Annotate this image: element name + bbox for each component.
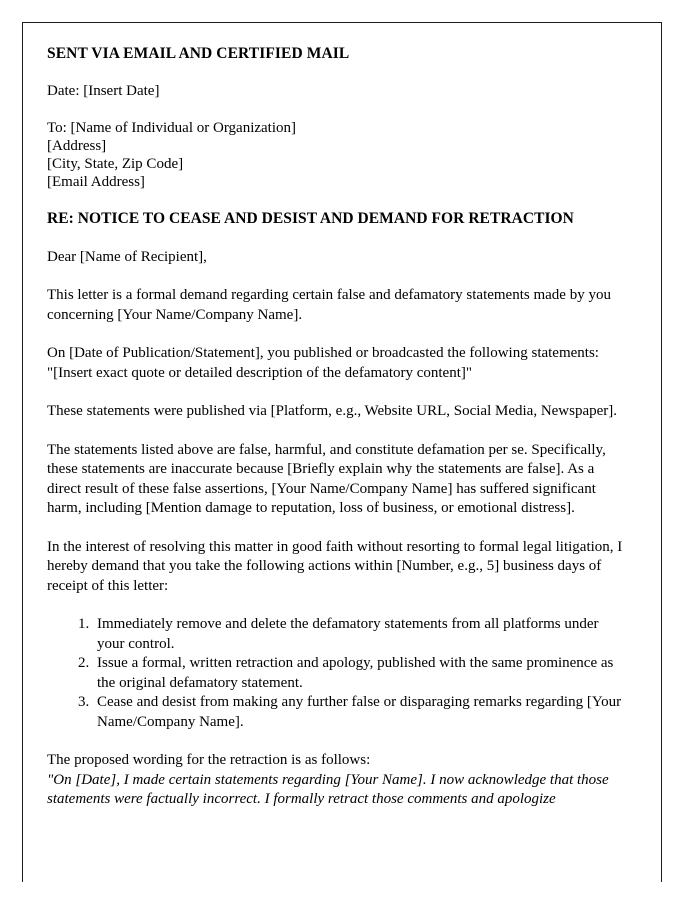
retraction-intro-paragraph: The proposed wording for the retraction is as follows: xyxy=(47,752,371,769)
recipient-email-line: [Email Address] xyxy=(47,174,145,191)
retraction-quote-paragraph: "On [Date], I made certain statements regarding [Your Name]. I now acknowledge that those statements were factually incorrect. I formally retract those comments and apologize xyxy=(47,771,609,808)
recipient-city-state-zip-line: [City, State, Zip Code] xyxy=(47,156,184,173)
recipient-name-line: To: [Name of Individual or Organization] xyxy=(47,120,297,137)
recipient-address-block xyxy=(47,119,625,191)
recipient-address-line: [Address] xyxy=(47,138,107,155)
demand-intro-paragraph: In the interest of resolving this matter in good faith without resorting to formal legal litigation, I hereby demand that you take the following actions within [Number, e.g., 5] business days of receipt of this letter: xyxy=(47,538,623,594)
publication-quote-line: "[Insert exact quote or detailed description of the defamatory content]" xyxy=(47,364,472,381)
salutation: Dear [Name of Recipient], xyxy=(47,248,207,265)
list-item: 2. Issue a formal, written retraction and apology, published with the same prominence as the original defamatory statement. xyxy=(93,654,625,693)
subject-heading: RE: NOTICE TO CEASE AND DESIST AND DEMAND FOR RETRACTION xyxy=(47,210,574,228)
intro-paragraph: This letter is a formal demand regarding certain false and defamatory statements made by you concerning [Your Name/Company Name]. xyxy=(47,287,611,323)
list-item: 3. Cease and desist from making any further false or disparaging remarks regarding [Your Name/Company Name]. xyxy=(93,693,625,732)
demand-list xyxy=(47,615,625,732)
date-line: Date: [Insert Date] xyxy=(47,83,160,100)
platform-paragraph: These statements were published via [Platform, e.g., Website URL, Social Media, Newspaper]. xyxy=(47,403,618,420)
publication-intro-paragraph: On [Date of Publication/Statement], you published or broadcasted the following statements: xyxy=(47,345,599,362)
letter-content xyxy=(23,23,661,882)
defamation-paragraph: The statements listed above are false, harmful, and constitute defamation per se. Specifically, these statements are inaccurate because [Briefly explain why the statements are false]. As a direct result of these false assertions, [Your Name/Company Name] has suffered significant harm, including [Mention damage to reputation, loss of business, or emotional distress]. xyxy=(47,441,606,517)
letter-page xyxy=(22,22,662,882)
delivery-method-heading: SENT VIA EMAIL AND CERTIFIED MAIL xyxy=(47,45,350,62)
list-item: 1. Immediately remove and delete the defamatory statements from all platforms under your control. xyxy=(93,615,625,654)
